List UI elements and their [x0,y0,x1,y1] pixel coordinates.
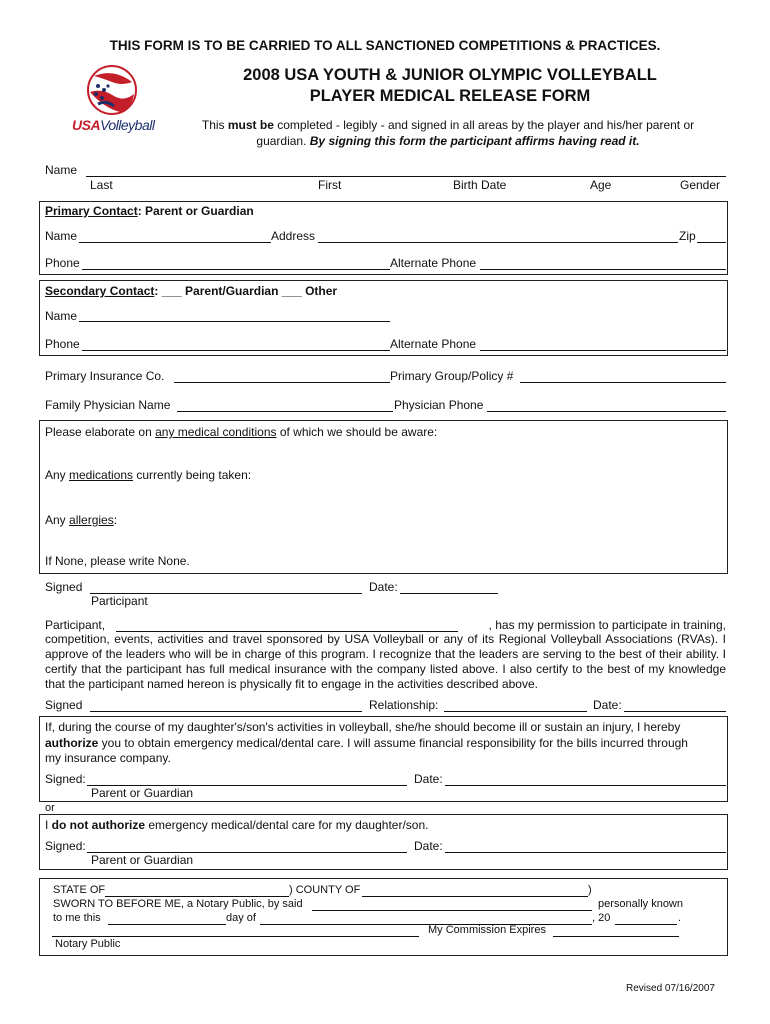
secondary-alt-phone-field[interactable] [480,350,726,351]
primary-heading-b: : Parent or Guardian [137,204,254,218]
permission-text: competition, events, activities and travel sponsored by USA Volleyball or any of its Regional Volleyball Associations (RVAs). I approve of the leaders who will be in charge of this program. I recognize that the leaders are serving to the best of their ability. I certify that the participant has full medical insurance with the company listed above. I also certify to the best of my knowledge that the participant named hereon is physically fit to engage in the activities described above. [45,632,726,691]
title-line2: PLAYER MEDICAL RELEASE FORM [309,87,591,105]
secondary-name-label: Name [45,309,78,323]
notary-public-label: Notary Public [55,938,121,950]
cond-b: of which we should be aware: [276,425,438,439]
all-u: allergies [69,513,114,527]
med-u: medications [69,468,134,482]
primary-alt-phone-label: Alternate Phone [390,256,477,270]
commission-expires-field[interactable] [553,936,679,937]
medications-prompt[interactable] [45,468,251,482]
insurance-co-label: Primary Insurance Co. [45,369,165,383]
to-me-this-label: to me this [53,912,101,924]
cond-a: Please elaborate on [45,425,156,439]
last-label: Last [90,178,113,192]
sworn-name-field[interactable] [312,910,592,911]
secondary-phone-field[interactable] [82,350,390,351]
commission-expires-label: My Commission Expires [428,924,546,936]
all-b: : [113,513,118,527]
county-label: ) COUNTY OF [289,884,361,896]
primary-address-label: Address [271,229,316,243]
permission-date-field[interactable] [624,711,726,712]
insurance-co-field[interactable] [174,382,390,383]
permission-date-label: Date: [593,698,622,712]
age-label: Age [590,178,612,192]
not-auth-pg-caption: Parent or Guardian [91,853,194,867]
player-name-field[interactable] [86,176,726,177]
relationship-label: Relationship: [369,698,439,712]
secondary-phone-label: Phone [45,337,80,351]
not-authorize-text [45,818,428,832]
date-label: Date: [369,580,398,594]
state-field[interactable] [105,896,289,897]
authorize-pg-caption: Parent or Guardian [91,786,194,800]
secondary-alt-phone-label: Alternate Phone [390,337,477,351]
not-auth-date-field[interactable] [445,852,726,853]
not-auth-bold: do not authorize [51,818,145,832]
relationship-field[interactable] [444,711,587,712]
county-field[interactable] [362,896,588,897]
birth-date-label: Birth Date [453,178,507,192]
secondary-name-field[interactable] [79,321,390,322]
authorize-date-label: Date: [414,772,443,786]
authorize-signed-label: Signed: [45,772,86,786]
personally-known: personally known [598,898,683,910]
permission-participant-label: Participant, [45,618,106,632]
if-none-note: If None, please write None. [45,554,190,568]
revised-date: Revised 07/16/2007 [626,983,715,994]
authorize-line3: my insurance company. [45,751,171,765]
first-label: First [318,178,342,192]
instructions-line2 [168,134,728,148]
physician-phone-label: Physician Phone [394,398,484,412]
notary-box [39,878,728,956]
group-policy-label: Primary Group/Policy # [390,369,514,383]
state-label: STATE OF [53,884,106,896]
physician-name-label: Family Physician Name [45,398,171,412]
authorize-line2-text: you to obtain emergency medical/dental care. I will assume financial responsibility for the bills incurred through [98,736,688,750]
primary-zip-field[interactable] [697,242,726,243]
not-auth-signed-label: Signed: [45,839,86,853]
instr-bold: By signing this form the participant affirms having read it. [309,134,640,148]
allergies-prompt[interactable] [45,513,117,527]
primary-zip-label: Zip [679,229,696,243]
secondary-heading-a: Secondary Contact [45,284,155,298]
permission-signature-field[interactable] [90,711,362,712]
all-a: Any [45,513,70,527]
instr-b: completed - legibly - and signed in all areas by the player and his/her parent or [273,118,695,132]
primary-contact-heading [45,204,254,218]
not-auth-a: I [45,818,52,832]
cond-u: any medical conditions [155,425,277,439]
year-field[interactable] [615,924,677,925]
gender-label: Gender [680,178,721,192]
logo-usa: USA [72,117,101,133]
authorize-date-field[interactable] [445,785,726,786]
or-text: or [45,802,55,814]
permission-signed-label: Signed [45,698,83,712]
participant-date-field[interactable] [400,593,498,594]
group-policy-field[interactable] [520,382,726,383]
year-period: . [678,912,682,924]
title-line1: 2008 USA YOUTH & JUNIOR OLYMPIC VOLLEYBALL [243,66,657,84]
logo-wordmark [72,117,154,133]
primary-alt-phone-field[interactable] [480,269,726,270]
permission-end: , has my permission to participate in training, [488,618,726,632]
notary-signature-field[interactable] [52,936,419,937]
signed-label: Signed [45,580,83,594]
med-a: Any [45,468,70,482]
primary-name-label: Name [45,229,78,243]
day-field[interactable] [108,924,226,925]
secondary-heading-b: : ___ Parent/Guardian ___ Other [154,284,338,298]
medical-box [39,420,728,574]
authorize-line2 [45,736,688,750]
banner-text: THIS FORM IS TO BE CARRIED TO ALL SANCTIONED COMPETITIONS & PRACTICES. [109,38,661,53]
medical-conditions-prompt[interactable] [45,425,437,439]
physician-phone-field[interactable] [487,411,726,412]
primary-name-field[interactable] [79,242,271,243]
logo-volleyball: Volleyball [100,117,155,133]
primary-phone-field[interactable] [82,269,390,270]
physician-name-field[interactable] [177,411,393,412]
primary-address-field[interactable] [318,242,678,243]
authorize-bold: authorize [45,736,99,750]
participant-caption: Participant [91,594,148,608]
med-b: currently being taken: [133,468,252,482]
instr-must: must be [227,118,274,132]
not-auth-b: emergency medical/dental care for my daughter/son. [145,818,429,832]
not-auth-date-label: Date: [414,839,443,853]
day-of-label: day of [226,912,256,924]
secondary-contact-heading [45,284,337,298]
sworn-label: SWORN TO BEFORE ME, a Notary Public, by said [53,898,303,910]
primary-phone-label: Phone [45,256,80,270]
year-prefix: , 20 [592,912,611,924]
authorize-line1: If, during the course of my daughter's/son's activities in volleyball, she/he should become ill or sustain an injury, I hereby [45,720,681,734]
county-close: ) [588,884,592,896]
instructions-line1 [168,118,728,132]
name-label: Name [45,163,78,177]
instr-c: guardian. [256,134,310,148]
primary-heading-a: Primary Contact [45,204,138,218]
instr-a: This [201,118,228,132]
